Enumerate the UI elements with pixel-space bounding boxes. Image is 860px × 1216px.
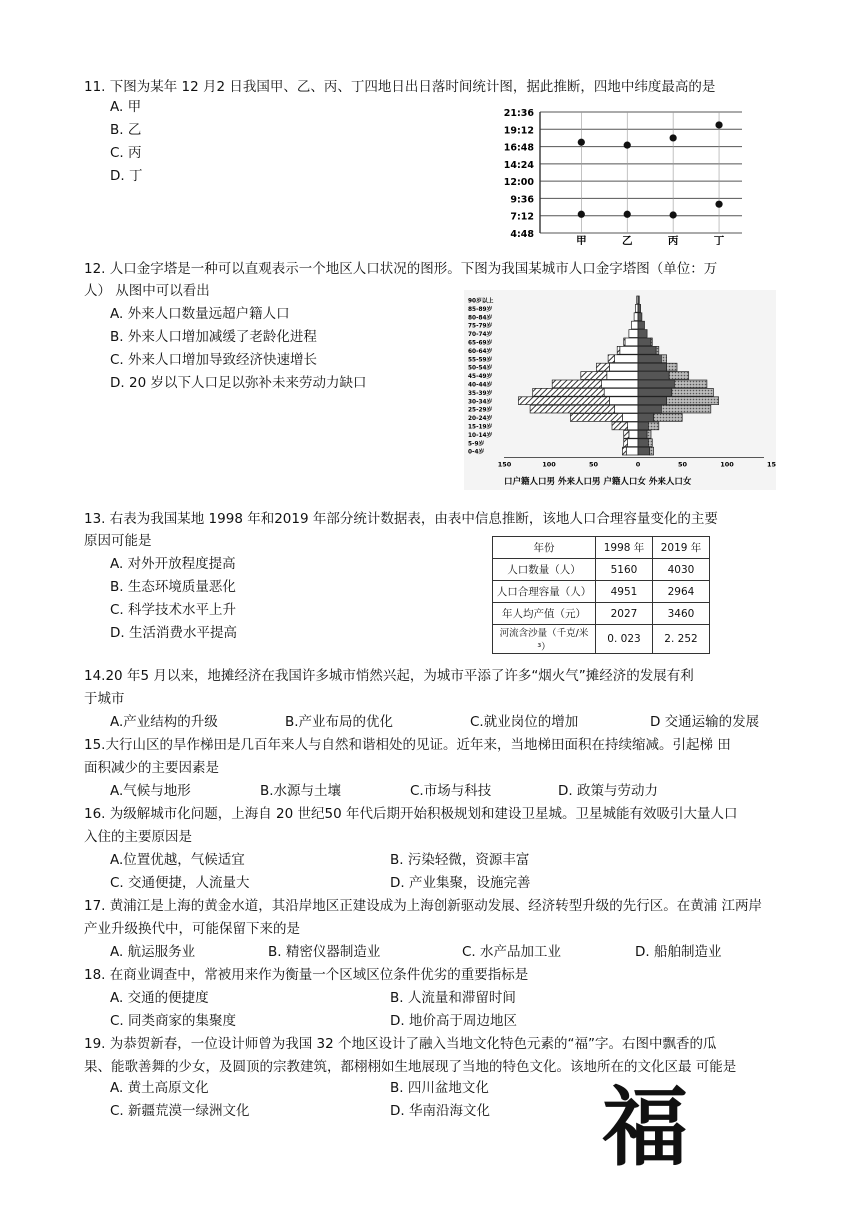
q12-bar-male-registered [609,363,638,371]
q11-sunrise-point [670,211,677,218]
q12-bar-male-registered [628,422,638,430]
q12-x-tick-label: 100 [542,460,556,469]
q12-x-tick-label: 50 [677,460,688,469]
q11-sunrise-point [624,211,631,218]
q19-option-b[interactable]: B. 四川盆地文化 [390,1080,489,1096]
q13-stat-table [492,536,710,654]
q11-sun-chart [496,100,746,245]
q12-age-label: 15-19岁 [468,424,493,431]
q13-option-c[interactable]: C. 科学技术水平上升 [110,602,237,618]
q11-option-c[interactable]: C. 丙 [110,145,142,161]
q14-option-b[interactable]: B.产业布局的优化 [285,714,394,730]
q12-bar-female-registered [638,363,667,371]
q11-sunrise-point [578,211,585,218]
q18-option-c[interactable]: C. 同类商家的集聚度 [110,1013,237,1029]
q12-age-label: 10-14岁 [468,432,493,439]
q12-bar-male-registered [615,355,638,363]
q17-option-b[interactable]: B. 精密仪器制造业 [268,944,381,960]
q12-age-label: 30-34岁 [468,399,493,406]
q12-age-label: 50-54岁 [468,365,493,372]
q12-bar-female-migrant [651,338,652,346]
table-cell: 0. 023 [596,625,653,654]
q12-bar-male-migrant [570,414,622,422]
table-row [493,581,710,603]
q15-option-b[interactable]: B.水源与土壤 [260,783,342,799]
q17-stem-line2: 产业升级换代中，可能保留下来的是 [84,921,300,937]
q12-bar-female-registered [638,430,647,438]
q13-option-a[interactable]: A. 对外开放程度提高 [110,556,236,572]
q12-bar-female-migrant [661,355,666,363]
q12-bar-male-registered [635,304,638,312]
q13-stem-line2: 原因可能是 [84,533,152,549]
table-cell: 2. 252 [653,625,710,654]
table-row [493,625,710,654]
q12-age-label: 35-39岁 [468,390,493,397]
q17-option-c[interactable]: C. 水产品加工业 [462,944,562,960]
q12-bar-female-migrant [674,380,707,388]
table-cell: 年人均产值（元） [493,603,596,625]
q12-bar-male-migrant [518,397,609,405]
q12-bar-male-registered [615,405,638,413]
q12-bar-male-registered [620,346,638,354]
q12-bar-male-registered [629,430,638,438]
q12-bar-female-migrant [669,372,689,380]
table-cell: 人口合理容量（人） [493,581,596,603]
q12-bar-male-migrant [624,338,625,346]
q12-bar-female-registered [638,397,667,405]
q12-x-tick-label: 15 [766,460,776,469]
q12-x-tick-label: 150 [497,460,512,469]
q19-option-a[interactable]: A. 黄土高原文化 [110,1080,209,1096]
q18-option-d[interactable]: D. 地价高于周边地区 [390,1013,517,1029]
q12-bar-male-registered [628,439,638,447]
q16-option-d[interactable]: D. 产业集聚，设施完善 [390,875,531,891]
q12-bar-female-migrant [656,346,659,354]
q12-bar-male-registered [609,397,638,405]
table-header: 1998 年 [596,537,653,559]
q12-bar-female-migrant [654,414,683,422]
q16-option-b[interactable]: B. 污染轻微，资源丰富 [390,852,530,868]
q12-age-label: 0-4岁 [468,449,485,456]
q11-x-category-label: 丁 [713,235,725,245]
q12-bar-male-registered [604,388,638,396]
q12-option-c[interactable]: C. 外来人口增加导致经济快速增长 [110,352,318,368]
q12-option-a[interactable]: A. 外来人口数量远超户籍人口 [110,306,290,322]
table-cell: 5160 [596,559,653,581]
q12-bar-male-registered [607,372,638,380]
q11-option-a[interactable]: A. 甲 [110,99,142,115]
q12-bar-female-migrant [667,397,719,405]
q13-option-d[interactable]: D. 生活消费水平提高 [110,625,237,641]
q15-option-c[interactable]: C.市场与科技 [410,783,492,799]
q12-bar-female-migrant [648,422,658,430]
q12-age-label: 65-69岁 [468,340,493,347]
q14-stem-line1: 14.20 年5 月以来，地摊经济在我国许多城市悄然兴起，为城市平添了许多“烟火气”摊经济的发展有利 [84,668,694,684]
q12-bar-female-registered [638,388,672,396]
q11-sunset-point [578,139,585,146]
q12-bar-male-registered [625,338,638,346]
q12-bar-male-migrant [624,430,629,438]
q12-age-label: 90岁以上 [468,298,494,305]
q12-bar-male-migrant [530,405,615,413]
q11-x-category-label: 乙 [621,235,633,245]
q12-age-label: 45-49岁 [468,374,493,381]
q12-bar-female-registered [638,414,654,422]
q12-bar-female-registered [638,422,648,430]
q12-bar-male-registered [634,313,638,321]
q12-bar-male-migrant [612,422,628,430]
q18-stem: 18. 在商业调查中，常被用来作为衡量一个区域区位条件优劣的重要指标是 [84,967,529,983]
q12-bar-male-registered [626,447,638,455]
q12-stem-line1: 12. 人口金字塔是一种可以直观表示一个地区人口状况的图形。下图为我国某城市人口金字塔图（单位：万 [84,261,718,277]
table-cell: 2964 [653,581,710,603]
table-cell: 4951 [596,581,653,603]
q11-y-tick-label: 4:48 [510,229,534,240]
q18-option-b[interactable]: B. 人流量和滞留时间 [390,990,516,1006]
q15-option-d[interactable]: D. 政策与劳动力 [558,783,658,799]
q11-y-tick-label: 9:36 [510,194,534,206]
q12-bar-female-registered [638,313,642,321]
q14-option-c[interactable]: C.就业岗位的增加 [470,714,579,730]
q12-legend: 口户籍人口男 外来人口男 户籍人口女 外来人口女 [504,477,692,487]
q12-bar-male-migrant [596,363,609,371]
q12-option-b[interactable]: B. 外来人口增加减缓了老龄化进程 [110,329,317,345]
q12-bar-female-registered [638,346,656,354]
q11-x-category-label: 丙 [667,235,679,245]
q12-bar-male-migrant [533,388,605,396]
q12-option-d[interactable]: D. 20 岁以下人口足以弥补未来劳动力缺口 [110,375,367,391]
q18-option-a[interactable]: A. 交通的便捷度 [110,990,209,1006]
q15-stem-line1: 15.大行山区的旱作梯田是几百年来人与自然和谐相处的见证。近年来，当地梯田面积在持续缩减。引起梯 田 [84,737,731,753]
q12-bar-male-migrant [581,372,607,380]
q12-bar-female-migrant [661,405,710,413]
q11-sunset-point [715,121,722,128]
q12-age-label: 80-84岁 [468,315,493,322]
q12-bar-female-registered [638,296,639,304]
q11-option-d[interactable]: D. 丁 [110,168,143,184]
q12-stem-line2: 人） 从图中可以看出 [84,283,210,299]
q12-age-label: 20-24岁 [468,416,493,423]
table-cell: 河流含沙量（千克/米³） [493,625,596,654]
q12-bar-female-registered [638,304,641,312]
table-header: 年份 [493,537,596,559]
q11-sunset-point [624,142,631,149]
q19-option-c[interactable]: C. 新疆荒漠一绿洲文化 [110,1103,250,1119]
q12-bar-female-registered [638,330,647,338]
q15-stem-line2: 面积减少的主要因素是 [84,760,219,776]
q11-sunrise-point [715,201,722,208]
q12-x-tick-label: 0 [635,460,641,469]
q12-age-label: 55-59岁 [468,357,493,364]
q11-y-tick-label: 19:12 [503,125,534,137]
q19-option-d[interactable]: D. 华南沿海文化 [390,1103,490,1119]
table-cell: 人口数量（人） [493,559,596,581]
q11-x-category-label: 甲 [576,235,587,245]
q12-bar-male-registered [602,380,638,388]
q17-stem-line1: 17. 黄浦江是上海的黄金水道，其沿岸地区正建设成为上海创新驱动发展、经济转型升级的先行区。在黄浦 江两岸 [84,898,763,914]
q12-age-label: 25-29岁 [468,407,493,414]
q12-bar-male-migrant [552,380,601,388]
q11-y-tick-label: 14:24 [503,159,534,171]
q12-age-label: 70-74岁 [468,332,493,339]
q12-x-tick-label: 50 [588,460,599,469]
q11-stem: 11. 下图为某年 12 月2 日我国甲、乙、丙、丁四地日出日落时间统计图，据此推断，四地中纬度最高的是 [84,79,716,95]
q12-bar-female-migrant [647,430,651,438]
q11-y-tick-label: 16:48 [503,142,534,154]
q12-bar-female-registered [638,380,674,388]
q12-bar-female-registered [638,439,648,447]
q12-bar-female-migrant [672,388,714,396]
q11-y-tick-label: 21:36 [503,108,534,119]
q12-bar-male-migrant [622,447,626,455]
q17-option-a[interactable]: A. 航运服务业 [110,944,196,960]
q12-bar-male-registered [632,321,639,329]
q16-option-a[interactable]: A.位置优越，气候适宜 [110,852,245,868]
fu-character-artwork: 福 [602,1077,688,1178]
q12-bar-male-registered [622,414,638,422]
q14-stem-line2: 于城市 [84,691,125,707]
table-cell: 4030 [653,559,710,581]
q16-stem-line1: 16. 为级解城市化问题，上海自 20 世纪50 年代后期开始积极规划和建设卫星城。卫星城能有效吸引大量人口 [84,806,738,822]
q11-y-tick-label: 7:12 [510,211,534,223]
q11-y-tick-label: 12:00 [503,177,534,189]
q12-bar-male-migrant [608,355,615,363]
q14-option-d[interactable]: D 交通运输的发展 [650,714,760,730]
q16-stem-line2: 入住的主要原因是 [84,829,192,845]
q12-bar-male-registered [629,330,638,338]
q12-bar-female-migrant [667,363,677,371]
q12-population-pyramid [464,290,776,490]
q19-stem-line2: 果、能歌善舞的少女，及圆顶的宗教建筑，都栩栩如生地展现了当地的特色文化。该地所在的文化区最 可能是 [84,1059,737,1075]
q17-option-d[interactable]: D. 船舶制造业 [635,944,722,960]
table-cell: 2027 [596,603,653,625]
q12-bar-female-registered [638,405,661,413]
q13-stem-line1: 13. 右表为我国某地 1998 年和2019 年部分统计数据表，由表中信息推断，该地人口合理容量变化的主要 [84,511,718,527]
q12-bar-female-migrant [648,439,652,447]
q16-option-c[interactable]: C. 交通便捷，人流量大 [110,875,250,891]
table-header: 2019 年 [653,537,710,559]
q12-age-label: 75-79岁 [468,323,493,330]
q12-age-label: 40-44岁 [468,382,493,389]
q12-bar-female-migrant [650,447,654,455]
q19-stem-line1: 19. 为恭贺新春，一位设计师曾为我国 32 个地区设计了融入当地文化特色元素的“福”字。右图中飘香的瓜 [84,1036,717,1052]
table-row [493,559,710,581]
q12-bar-male-migrant [617,346,620,354]
q12-x-tick-label: 100 [720,460,734,469]
q11-option-b[interactable]: B. 乙 [110,122,142,138]
q12-age-label: 85-89岁 [468,306,493,313]
table-cell: 3460 [653,603,710,625]
q14-option-a[interactable]: A.产业结构的升级 [110,714,218,730]
q13-option-b[interactable]: B. 生态环境质量恶化 [110,579,236,595]
q12-bar-female-registered [638,447,650,455]
q11-sunset-point [670,134,677,141]
table-row [493,537,710,559]
q12-bar-female-registered [638,321,645,329]
q12-bar-female-registered [638,372,669,380]
q12-age-label: 60-64岁 [468,348,493,355]
q12-age-label: 5-9岁 [468,441,485,448]
q15-option-a[interactable]: A.气候与地形 [110,783,191,799]
q12-bar-male-migrant [624,439,628,447]
table-row [493,603,710,625]
q12-bar-female-registered [638,355,661,363]
q12-bar-female-registered [638,338,651,346]
